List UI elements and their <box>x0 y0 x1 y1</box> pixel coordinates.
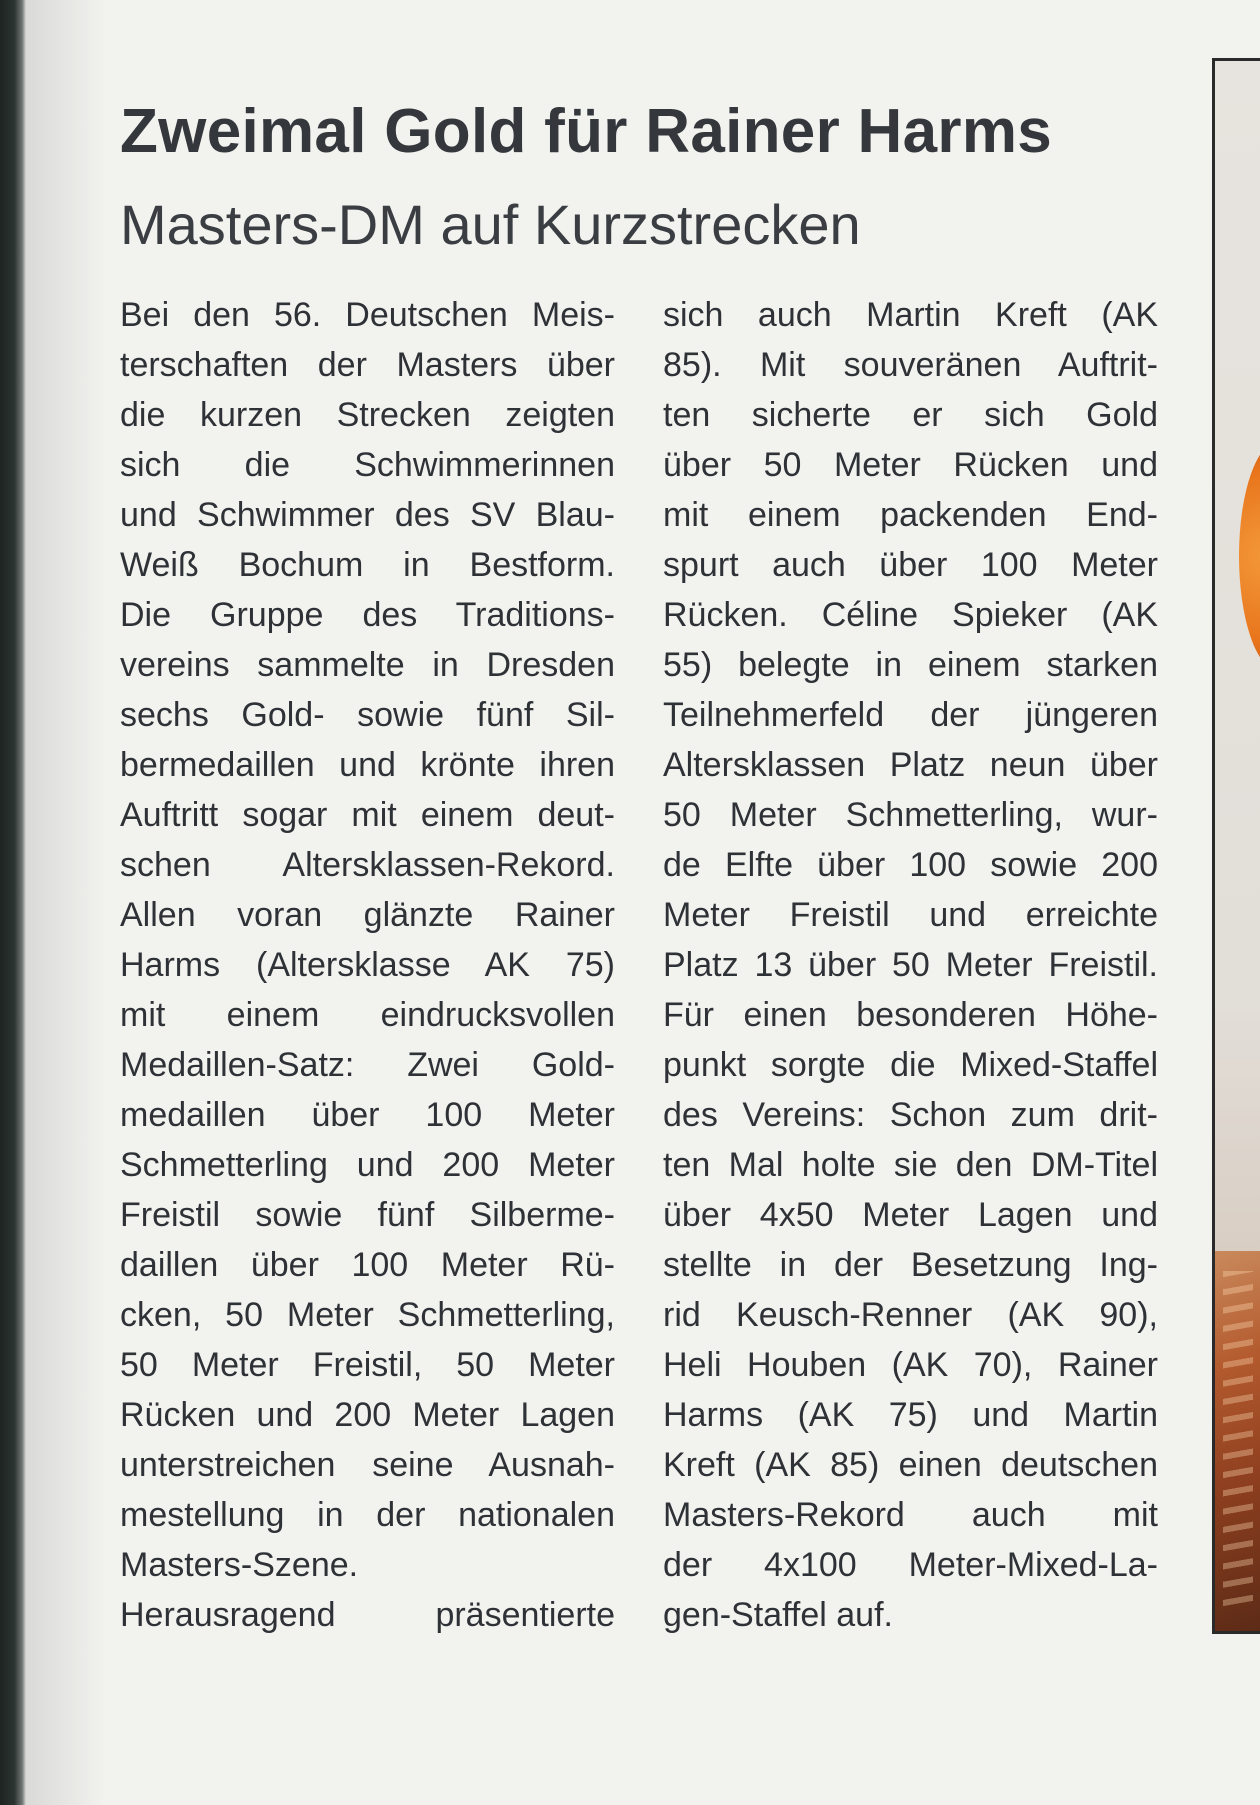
text-line: de Elfte über 100 sowie 200 <box>663 846 1158 884</box>
text-line: cken, 50 Meter Schmetterling, <box>120 1296 615 1334</box>
text-line: punkt sorgte die Mixed-Staffel <box>663 1046 1158 1084</box>
text-line: die kurzen Strecken zeigten <box>120 396 615 434</box>
text-line: Heli Houben (AK 70), Rainer <box>663 1346 1158 1384</box>
text-line: Medaillen-Satz: Zwei Gold- <box>120 1046 615 1084</box>
text-line: mit einem eindrucksvollen <box>120 996 615 1034</box>
text-line: sich die Schwimmerinnen <box>120 446 615 484</box>
text-line: der 4x100 Meter-Mixed-La- <box>663 1546 1158 1584</box>
text-line: und Schwimmer des SV Blau- <box>120 496 615 534</box>
photo-orange-object <box>1239 441 1260 671</box>
text-line: 85). Mit souveränen Auftrit- <box>663 346 1158 384</box>
text-line: schen Altersklassen-Rekord. <box>120 846 615 884</box>
page-shadow <box>26 0 106 1805</box>
text-line: Weiß Bochum in Bestform. <box>120 546 615 584</box>
text-line: rid Keusch-Renner (AK 90), <box>663 1296 1158 1334</box>
text-line: medaillen über 100 Meter <box>120 1096 615 1134</box>
text-line: Bei den 56. Deutschen Meis- <box>120 296 615 334</box>
text-line: über 4x50 Meter Lagen und <box>663 1196 1158 1234</box>
article-subheadline: Masters-DM auf Kurzstrecken <box>120 193 861 256</box>
text-line: spurt auch über 100 Meter <box>663 546 1158 584</box>
text-line: sechs Gold- sowie fünf Sil- <box>120 696 615 734</box>
text-line: stellte in der Besetzung Ing- <box>663 1246 1158 1284</box>
text-line: über 50 Meter Rücken und <box>663 446 1158 484</box>
text-line: Masters-Szene. <box>120 1546 359 1584</box>
text-line: des Vereins: Schon zum drit- <box>663 1096 1158 1134</box>
text-line: Schmetterling und 200 Meter <box>120 1146 615 1184</box>
text-line: ten Mal holte sie den DM-Titel <box>663 1146 1158 1184</box>
text-line: Teilnehmerfeld der jüngeren <box>663 696 1158 734</box>
text-line: Für einen besonderen Höhe- <box>663 996 1158 1034</box>
article-photo <box>1212 58 1260 1634</box>
text-line: 55) belegte in einem starken <box>663 646 1158 684</box>
text-line: Harms (AK 75) und Martin <box>663 1396 1158 1434</box>
text-line: Herausragend präsentierte <box>120 1596 615 1634</box>
text-line: sich auch Martin Kreft (AK <box>663 296 1158 334</box>
text-line: vereins sammelte in Dresden <box>120 646 615 684</box>
text-line: Rücken und 200 Meter Lagen <box>120 1396 615 1434</box>
text-line: Allen voran glänzte Rainer <box>120 896 615 934</box>
text-line: 50 Meter Freistil, 50 Meter <box>120 1346 615 1384</box>
text-line: ten sicherte er sich Gold <box>663 396 1158 434</box>
text-line: Platz 13 über 50 Meter Freistil. <box>663 946 1158 984</box>
text-line: unterstreichen seine Ausnah- <box>120 1446 615 1484</box>
text-line: Meter Freistil und erreichte <box>663 896 1158 934</box>
text-line: 50 Meter Schmetterling, wur- <box>663 796 1158 834</box>
text-line: Altersklassen Platz neun über <box>663 746 1158 784</box>
article-headline: Zweimal Gold für Rainer Harms <box>120 97 1053 166</box>
article-column-right <box>663 290 1158 1640</box>
text-line: bermedaillen und krönte ihren <box>120 746 615 784</box>
text-line: Masters-Rekord auch mit <box>663 1496 1158 1534</box>
text-line: mit einem packenden End- <box>663 496 1158 534</box>
text-line: daillen über 100 Meter Rü- <box>120 1246 615 1284</box>
text-line: Harms (Altersklasse AK 75) <box>120 946 615 984</box>
text-line: Kreft (AK 85) einen deutschen <box>663 1446 1158 1484</box>
photo-hair-detail <box>1215 1251 1260 1631</box>
text-line: terschaften der Masters über <box>120 346 615 384</box>
text-line: Auftritt sogar mit einem deut- <box>120 796 615 834</box>
text-line: gen-Staffel auf. <box>663 1596 893 1634</box>
text-line: mestellung in der nationalen <box>120 1496 615 1534</box>
text-line: Rücken. Céline Spieker (AK <box>663 596 1158 634</box>
page-binding-edge <box>0 0 26 1805</box>
text-line: Die Gruppe des Traditions- <box>120 596 615 634</box>
article-column-left <box>120 290 615 1640</box>
text-line: Freistil sowie fünf Silberme- <box>120 1196 615 1234</box>
